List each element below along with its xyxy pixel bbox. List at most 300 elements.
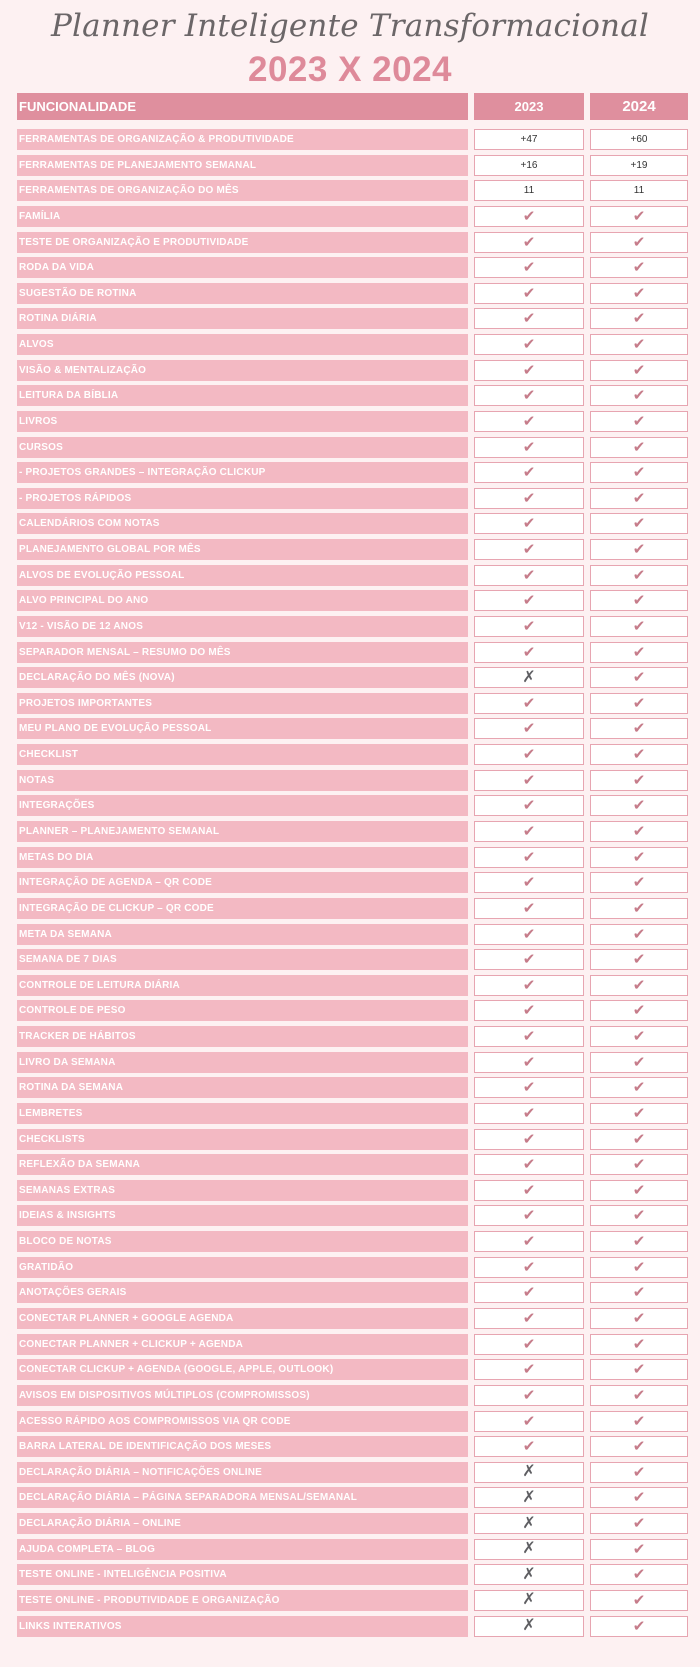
check-icon: ✔ — [632, 1515, 646, 1533]
check-icon: ✔ — [522, 694, 536, 712]
check-icon: ✔ — [522, 412, 536, 430]
cell-2023 — [474, 821, 584, 842]
check-icon: ✔ — [632, 720, 646, 738]
table-row — [0, 180, 700, 201]
cell-2023 — [474, 308, 584, 329]
count-value: +19 — [630, 159, 648, 171]
feature-label: AJUDA COMPLETA – BLOG — [17, 1539, 468, 1560]
cell-2024 — [590, 283, 688, 304]
check-icon: ✔ — [522, 1002, 536, 1020]
check-icon: ✔ — [632, 233, 646, 251]
cell-2024 — [590, 1154, 688, 1175]
cell-2023 — [474, 1103, 584, 1124]
check-icon: ✔ — [632, 694, 646, 712]
cell-2023 — [474, 1282, 584, 1303]
check-icon: ✔ — [522, 259, 536, 277]
check-icon: ✔ — [632, 310, 646, 328]
check-icon: ✔ — [522, 1361, 536, 1379]
cell-2024 — [590, 206, 688, 227]
check-icon: ✔ — [632, 1233, 646, 1251]
table-row — [0, 1487, 700, 1508]
check-icon: ✔ — [522, 1233, 536, 1251]
check-icon: ✔ — [522, 746, 536, 764]
check-icon: ✔ — [632, 541, 646, 559]
cross-icon: ✗ — [522, 668, 536, 686]
check-icon: ✔ — [522, 1207, 536, 1225]
cell-2024 — [590, 1103, 688, 1124]
table-row — [0, 1103, 700, 1124]
check-icon: ✔ — [522, 1104, 536, 1122]
page-title: Planner Inteligente Transformacional — [50, 8, 650, 44]
check-icon: ✔ — [632, 1566, 646, 1584]
table-row — [0, 975, 700, 996]
feature-label: SEPARADOR MENSAL – RESUMO DO MÊS — [17, 642, 468, 663]
check-icon: ✔ — [632, 1207, 646, 1225]
count-value: +47 — [520, 134, 538, 145]
table-row — [0, 847, 700, 868]
check-icon: ✔ — [632, 925, 646, 943]
cell-2023 — [474, 180, 584, 201]
feature-label: CHECKLIST — [17, 744, 468, 765]
cell-2024 — [590, 898, 688, 919]
feature-label: FERRAMENTAS DE ORGANIZAÇÃO DO MÊS — [17, 180, 468, 201]
check-icon: ✔ — [632, 643, 646, 661]
cell-2023 — [474, 924, 584, 945]
feature-label: V12 - VISÃO DE 12 ANOS — [17, 616, 468, 637]
table-row — [0, 539, 700, 560]
feature-label: ANOTAÇÕES GERAIS — [17, 1282, 468, 1303]
check-icon: ✔ — [522, 976, 536, 994]
check-icon: ✔ — [632, 336, 646, 354]
feature-label: DECLARAÇÃO DIÁRIA – NOTIFICAÇÕES ONLINE — [17, 1462, 468, 1483]
cross-icon: ✗ — [522, 1463, 536, 1481]
table-row — [0, 1077, 700, 1098]
check-icon: ✔ — [522, 1335, 536, 1353]
table-row — [0, 385, 700, 406]
table-row — [0, 1616, 700, 1637]
cell-2024 — [590, 1205, 688, 1226]
feature-label: LINKS INTERATIVOS — [17, 1616, 468, 1637]
table-row — [0, 206, 700, 227]
cross-icon: ✗ — [522, 1488, 536, 1506]
feature-label: SEMANAS EXTRAS — [17, 1180, 468, 1201]
cell-2023 — [474, 1385, 584, 1406]
check-icon: ✔ — [632, 1591, 646, 1609]
check-icon: ✔ — [632, 1412, 646, 1430]
table-row — [0, 642, 700, 663]
check-icon: ✔ — [632, 1028, 646, 1046]
check-icon: ✔ — [632, 1104, 646, 1122]
table-row — [0, 257, 700, 278]
cell-2023 — [474, 1154, 584, 1175]
check-icon: ✔ — [632, 1181, 646, 1199]
table-row — [0, 718, 700, 739]
check-icon: ✔ — [522, 1053, 536, 1071]
check-icon: ✔ — [522, 1258, 536, 1276]
check-icon: ✔ — [522, 720, 536, 738]
table-row — [0, 129, 700, 150]
cell-2024 — [590, 770, 688, 791]
check-icon: ✔ — [632, 1489, 646, 1507]
check-icon: ✔ — [522, 233, 536, 251]
table-row — [0, 667, 700, 688]
feature-label: INTEGRAÇÃO DE CLICKUP – QR CODE — [17, 898, 468, 919]
check-icon: ✔ — [632, 1130, 646, 1148]
cell-2024 — [590, 1231, 688, 1252]
check-icon: ✔ — [522, 874, 536, 892]
cell-2023 — [474, 1590, 584, 1611]
feature-label: TESTE ONLINE - PRODUTIVIDADE E ORGANIZAÇÃO — [17, 1590, 468, 1611]
table-row — [0, 462, 700, 483]
cell-2023 — [474, 257, 584, 278]
check-icon: ✔ — [632, 1463, 646, 1481]
check-icon: ✔ — [522, 1079, 536, 1097]
table-row — [0, 1436, 700, 1457]
cell-2023 — [474, 488, 584, 509]
table-row — [0, 1513, 700, 1534]
table-row — [0, 513, 700, 534]
check-icon: ✔ — [632, 771, 646, 789]
cell-2024 — [590, 718, 688, 739]
feature-label: CONECTAR PLANNER + CLICKUP + AGENDA — [17, 1334, 468, 1355]
feature-label: TRACKER DE HÁBITOS — [17, 1026, 468, 1047]
table-row — [0, 872, 700, 893]
cell-2024 — [590, 821, 688, 842]
cell-2024 — [590, 1129, 688, 1150]
feature-label: DECLARAÇÃO DO MÊS (NOVA) — [17, 667, 468, 688]
check-icon: ✔ — [632, 592, 646, 610]
cell-2023 — [474, 539, 584, 560]
cell-2024 — [590, 1359, 688, 1380]
table-row — [0, 1564, 700, 1585]
check-icon: ✔ — [522, 310, 536, 328]
feature-label: METAS DO DIA — [17, 847, 468, 868]
check-icon: ✔ — [522, 1130, 536, 1148]
cell-2023 — [474, 462, 584, 483]
feature-label: GRATIDÃO — [17, 1257, 468, 1278]
cell-2023 — [474, 1000, 584, 1021]
check-icon: ✔ — [522, 361, 536, 379]
table-row — [0, 693, 700, 714]
feature-label: INTEGRAÇÕES — [17, 795, 468, 816]
count-value: 11 — [633, 185, 645, 197]
cell-2023 — [474, 1257, 584, 1278]
check-icon: ✔ — [522, 925, 536, 943]
cell-2024 — [590, 590, 688, 611]
feature-label: PLANEJAMENTO GLOBAL POR MÊS — [17, 539, 468, 560]
check-icon: ✔ — [632, 797, 646, 815]
cell-2024 — [590, 385, 688, 406]
table-row — [0, 1231, 700, 1252]
cell-2024 — [590, 1462, 688, 1483]
feature-label: CONTROLE DE LEITURA DIÁRIA — [17, 975, 468, 996]
feature-label: DECLARAÇÃO DIÁRIA – ONLINE — [17, 1513, 468, 1534]
cell-2024 — [590, 1487, 688, 1508]
cell-2024 — [590, 360, 688, 381]
cell-2024 — [590, 795, 688, 816]
check-icon: ✔ — [522, 438, 536, 456]
cell-2023 — [474, 1436, 584, 1457]
cell-2024 — [590, 129, 688, 150]
check-icon: ✔ — [632, 1079, 646, 1097]
check-icon: ✔ — [632, 207, 646, 225]
table-row — [0, 924, 700, 945]
header-year-2023: 2023 — [474, 93, 584, 120]
cell-2024 — [590, 1052, 688, 1073]
check-icon: ✔ — [632, 1386, 646, 1404]
check-icon: ✔ — [522, 336, 536, 354]
cell-2023 — [474, 129, 584, 150]
check-icon: ✔ — [632, 1617, 646, 1635]
check-icon: ✔ — [522, 566, 536, 584]
cell-2024 — [590, 565, 688, 586]
cell-2023 — [474, 1616, 584, 1637]
count-value: +60 — [630, 134, 648, 145]
cell-2024 — [590, 1539, 688, 1560]
table-row — [0, 1052, 700, 1073]
cell-2024 — [590, 847, 688, 868]
check-icon: ✔ — [522, 464, 536, 482]
cell-2023 — [474, 770, 584, 791]
cell-2023 — [474, 642, 584, 663]
feature-label: CHECKLISTS — [17, 1129, 468, 1150]
feature-label: FERRAMENTAS DE ORGANIZAÇÃO & PRODUTIVIDADE — [17, 129, 468, 150]
check-icon: ✔ — [522, 643, 536, 661]
cell-2024 — [590, 1513, 688, 1534]
cell-2023 — [474, 334, 584, 355]
cell-2024 — [590, 1385, 688, 1406]
check-icon: ✔ — [632, 515, 646, 533]
table-row — [0, 232, 700, 253]
check-icon: ✔ — [522, 899, 536, 917]
cell-2024 — [590, 1334, 688, 1355]
cell-2023 — [474, 1487, 584, 1508]
check-icon: ✔ — [632, 284, 646, 302]
table-row — [0, 1334, 700, 1355]
cell-2023 — [474, 1334, 584, 1355]
cell-2023 — [474, 206, 584, 227]
cell-2024 — [590, 1436, 688, 1457]
cell-2023 — [474, 1129, 584, 1150]
check-icon: ✔ — [522, 617, 536, 635]
cell-2024 — [590, 232, 688, 253]
cell-2023 — [474, 283, 584, 304]
feature-label: LEITURA DA BÍBLIA — [17, 385, 468, 406]
check-icon: ✔ — [632, 412, 646, 430]
table-row — [0, 795, 700, 816]
feature-label: IDEIAS & INSIGHTS — [17, 1205, 468, 1226]
cell-2023 — [474, 232, 584, 253]
table-row — [0, 1129, 700, 1150]
cross-icon: ✗ — [522, 1540, 536, 1558]
feature-label: DECLARAÇÃO DIÁRIA – PÁGINA SEPARADORA MENSAL/SEMANAL — [17, 1487, 468, 1508]
table-row — [0, 1590, 700, 1611]
check-icon: ✔ — [522, 541, 536, 559]
cell-2024 — [590, 1282, 688, 1303]
feature-label: SEMANA DE 7 DIAS — [17, 949, 468, 970]
cell-2024 — [590, 975, 688, 996]
table-row — [0, 949, 700, 970]
cell-2023 — [474, 1462, 584, 1483]
table-row — [0, 1411, 700, 1432]
check-icon: ✔ — [632, 1053, 646, 1071]
table-row — [0, 1205, 700, 1226]
check-icon: ✔ — [522, 771, 536, 789]
check-icon: ✔ — [522, 489, 536, 507]
check-icon: ✔ — [632, 848, 646, 866]
cell-2023 — [474, 1513, 584, 1534]
check-icon: ✔ — [522, 1386, 536, 1404]
cell-2023 — [474, 590, 584, 611]
table-row — [0, 1359, 700, 1380]
check-icon: ✔ — [632, 361, 646, 379]
cross-icon: ✗ — [522, 1565, 536, 1583]
check-icon: ✔ — [522, 1438, 536, 1456]
feature-label: TESTE ONLINE - INTELIGÊNCIA POSITIVA — [17, 1564, 468, 1585]
cell-2023 — [474, 1180, 584, 1201]
check-icon: ✔ — [632, 387, 646, 405]
feature-label: ROTINA DIÁRIA — [17, 308, 468, 329]
feature-label: INTEGRAÇÃO DE AGENDA – QR CODE — [17, 872, 468, 893]
cell-2024 — [590, 693, 688, 714]
feature-label: NOTAS — [17, 770, 468, 791]
feature-label: REFLEXÃO DA SEMANA — [17, 1154, 468, 1175]
feature-label: FAMÍLIA — [17, 206, 468, 227]
cell-2024 — [590, 1026, 688, 1047]
check-icon: ✔ — [632, 489, 646, 507]
check-icon: ✔ — [632, 1540, 646, 1558]
feature-label: CALENDÁRIOS COM NOTAS — [17, 513, 468, 534]
table-row — [0, 360, 700, 381]
cell-2023 — [474, 847, 584, 868]
check-icon: ✔ — [632, 951, 646, 969]
cell-2024 — [590, 308, 688, 329]
cell-2024 — [590, 1616, 688, 1637]
check-icon: ✔ — [632, 1156, 646, 1174]
feature-label: MEU PLANO DE EVOLUÇÃO PESSOAL — [17, 718, 468, 739]
cell-2024 — [590, 513, 688, 534]
table-row — [0, 1026, 700, 1047]
check-icon: ✔ — [522, 1412, 536, 1430]
cell-2024 — [590, 334, 688, 355]
cell-2023 — [474, 513, 584, 534]
cell-2023 — [474, 949, 584, 970]
cell-2024 — [590, 257, 688, 278]
cell-2023 — [474, 565, 584, 586]
feature-label: SUGESTÃO DE ROTINA — [17, 283, 468, 304]
cell-2023 — [474, 1564, 584, 1585]
check-icon: ✔ — [632, 617, 646, 635]
feature-label: CURSOS — [17, 437, 468, 458]
check-icon: ✔ — [632, 1438, 646, 1456]
cell-2023 — [474, 693, 584, 714]
cell-2023 — [474, 1052, 584, 1073]
cell-2023 — [474, 718, 584, 739]
cell-2024 — [590, 949, 688, 970]
cell-2024 — [590, 411, 688, 432]
table-row — [0, 821, 700, 842]
feature-label: RODA DA VIDA — [17, 257, 468, 278]
check-icon: ✔ — [522, 284, 536, 302]
table-row — [0, 744, 700, 765]
feature-label: - PROJETOS RÁPIDOS — [17, 488, 468, 509]
table-row — [0, 1257, 700, 1278]
header-year-2024: 2024 — [590, 93, 688, 120]
cell-2023 — [474, 744, 584, 765]
cell-2024 — [590, 437, 688, 458]
check-icon: ✔ — [522, 823, 536, 840]
check-icon: ✔ — [632, 1335, 646, 1353]
table-row — [0, 1539, 700, 1560]
feature-label: LIVRO DA SEMANA — [17, 1052, 468, 1073]
table-row — [0, 590, 700, 611]
check-icon: ✔ — [632, 899, 646, 917]
feature-label: ALVOS — [17, 334, 468, 355]
check-icon: ✔ — [522, 848, 536, 866]
check-icon: ✔ — [522, 207, 536, 225]
check-icon: ✔ — [632, 1002, 646, 1020]
cell-2023 — [474, 1308, 584, 1329]
table-row — [0, 616, 700, 637]
cell-2024 — [590, 155, 688, 176]
cell-2024 — [590, 924, 688, 945]
cell-2023 — [474, 1359, 584, 1380]
check-icon: ✔ — [522, 515, 536, 533]
feature-label: CONECTAR PLANNER + GOOGLE AGENDA — [17, 1308, 468, 1329]
cell-2023 — [474, 795, 584, 816]
feature-label: PROJETOS IMPORTANTES — [17, 693, 468, 714]
table-row — [0, 437, 700, 458]
table-row — [0, 1462, 700, 1483]
cell-2024 — [590, 616, 688, 637]
check-icon: ✔ — [632, 746, 646, 764]
feature-label: VISÃO & MENTALIZAÇÃO — [17, 360, 468, 381]
cell-2024 — [590, 1180, 688, 1201]
cell-2023 — [474, 437, 584, 458]
feature-label: CONTROLE DE PESO — [17, 1000, 468, 1021]
cell-2024 — [590, 462, 688, 483]
cell-2024 — [590, 180, 688, 201]
feature-label: ROTINA DA SEMANA — [17, 1077, 468, 1098]
header-feature: FUNCIONALIDADE — [17, 93, 468, 120]
check-icon: ✔ — [522, 1284, 536, 1302]
cell-2024 — [590, 1000, 688, 1021]
check-icon: ✔ — [632, 438, 646, 456]
table-row — [0, 308, 700, 329]
check-icon: ✔ — [632, 1284, 646, 1302]
feature-label: TESTE DE ORGANIZAÇÃO E PRODUTIVIDADE — [17, 232, 468, 253]
table-row — [0, 411, 700, 432]
cell-2023 — [474, 1231, 584, 1252]
cell-2024 — [590, 642, 688, 663]
cell-2023 — [474, 1539, 584, 1560]
feature-label: BARRA LATERAL DE IDENTIFICAÇÃO DOS MESES — [17, 1436, 468, 1457]
check-icon: ✔ — [522, 1028, 536, 1046]
cross-icon: ✗ — [522, 1514, 536, 1532]
check-icon: ✔ — [632, 1258, 646, 1276]
feature-label: LEMBRETES — [17, 1103, 468, 1124]
cell-2024 — [590, 1590, 688, 1611]
table-row — [0, 1000, 700, 1021]
table-row — [0, 283, 700, 304]
cell-2023 — [474, 898, 584, 919]
cell-2024 — [590, 872, 688, 893]
feature-label: ALVOS DE EVOLUÇÃO PESSOAL — [17, 565, 468, 586]
table-row — [0, 770, 700, 791]
feature-label: CONECTAR CLICKUP + AGENDA (GOOGLE, APPLE, OUTLOOK) — [17, 1359, 468, 1380]
table-row — [0, 488, 700, 509]
table-row — [0, 1385, 700, 1406]
